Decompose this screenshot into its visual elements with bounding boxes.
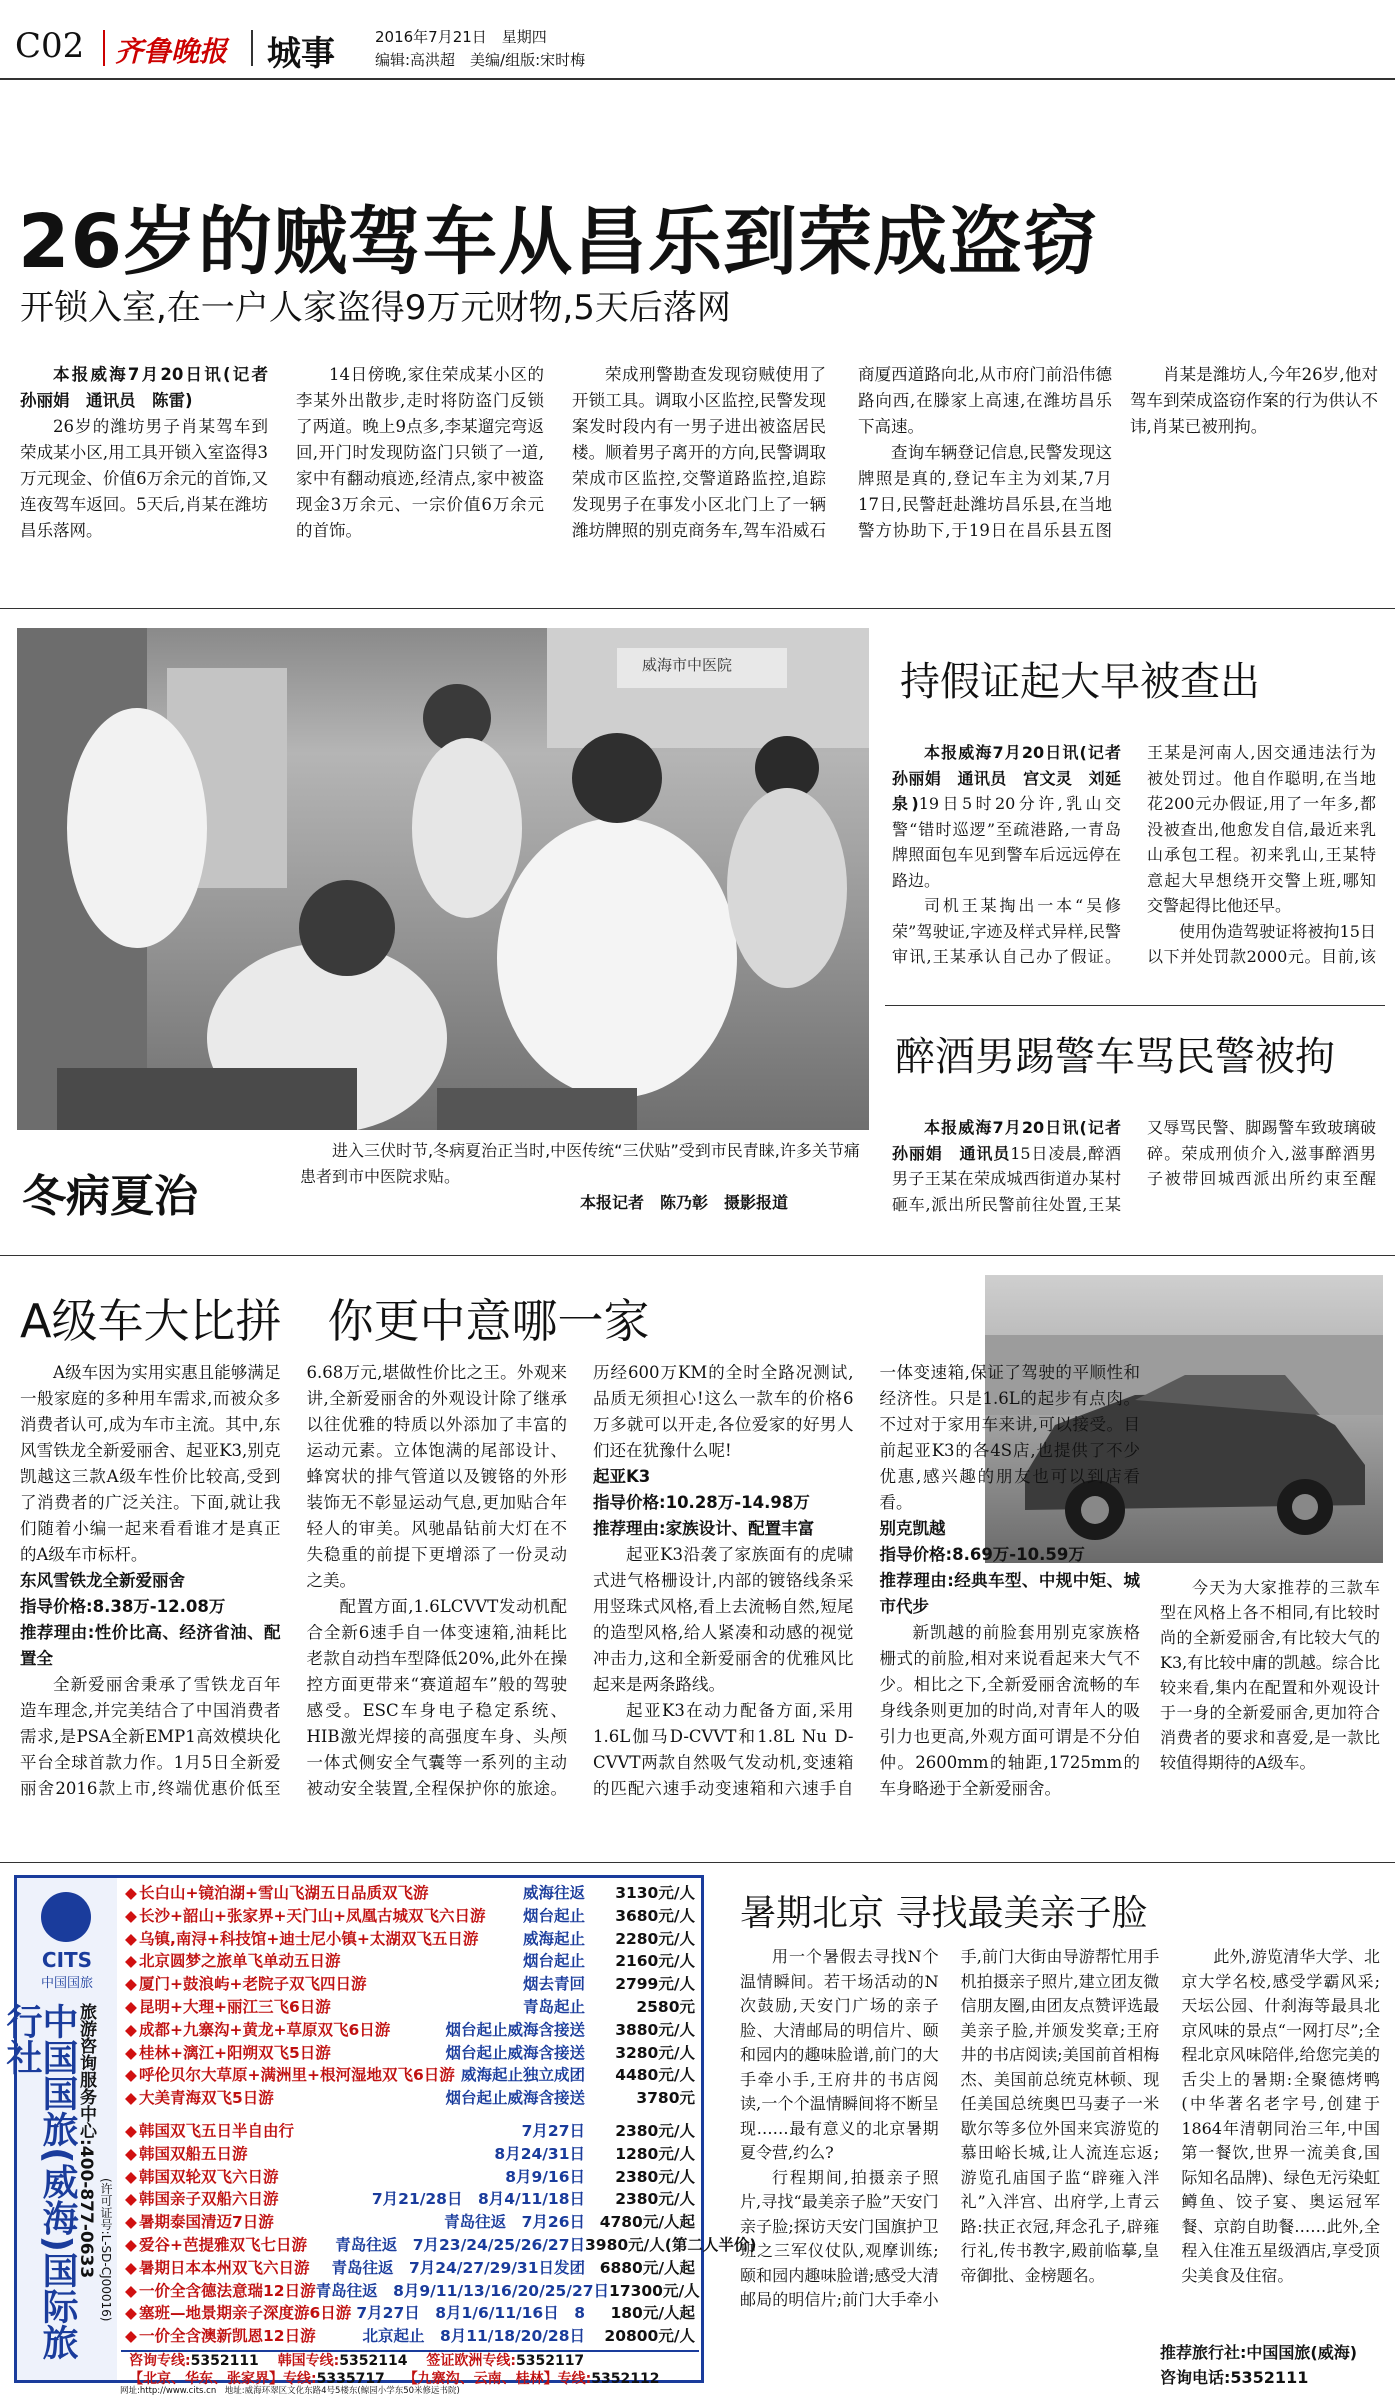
tour-price: 2380元/人 <box>615 2190 695 2209</box>
article-column <box>20 362 268 562</box>
dateline: 本报威海7月20日讯(记者 孙丽娟 通讯员 <box>892 1118 1138 1163</box>
tour-list-domestic <box>125 1882 695 2110</box>
tour-departure: 烟台起止威海含接送 <box>445 2043 585 2062</box>
ad-logo-cn: 中国国旅 <box>40 1976 93 1991</box>
tour-departure: 青岛往返 7月26日 <box>444 2213 585 2232</box>
tour-name: 一价全含澳新凯恩12日游 <box>139 2327 316 2346</box>
reason-line: 推荐理由:家族设计、配置丰富 <box>593 1519 815 1538</box>
tour-name: 长白山+镜泊湖+雪山飞湖五日品质双飞游 <box>139 1884 429 1902</box>
phone-number: 5352117 <box>515 2353 585 2369</box>
photo-credit: 本报记者 陈乃彰 摄影报道 <box>580 1193 789 1212</box>
tour-departure: 烟台起止威海含接送 <box>445 2089 585 2108</box>
tour-departure: 烟去青回 <box>522 1975 585 1994</box>
clinic-photo <box>17 628 869 1130</box>
tour-price: 2580元 <box>636 1997 695 2016</box>
paragraph: 26岁的潍坊男子肖某驾车到荣成某小区,用工具开锁入室盗得3万元现金、价值6万余元的首饰,又连夜驾车返回。5天后,肖某在潍坊昌乐落网。 <box>20 417 268 540</box>
tour-departure: 烟台起止威海含接送 <box>445 2020 585 2039</box>
price-line: 指导价格:8.69万-10.59万 <box>879 1545 1085 1564</box>
tour-name: 成都+九寨沟+黄龙+草原双飞6日游 <box>139 2020 391 2039</box>
issue-date: 2016年7月21日 星期四 <box>375 28 547 46</box>
tour-departure: 青岛往返 8月9/11/13/16/20/25/27日 <box>315 2281 610 2300</box>
travel-ad <box>1 1875 757 2387</box>
tour-departure: 北京起止 8月11/18/20/28日 <box>362 2327 585 2346</box>
tour-row <box>125 2325 695 2348</box>
bullet-icon: ◆ <box>125 1952 137 1971</box>
reason-line: 推荐理由:性价比高、经济省油、配置全 <box>20 1623 281 1668</box>
tour-departure: 青岛往返 7月23/24/25/26/27日 <box>335 2235 585 2254</box>
editor-credits: 编辑:高洪超 美编/组版:宋时梅 <box>375 51 586 69</box>
bullet-icon: ◆ <box>125 1929 137 1948</box>
tour-departure: 威海往返 <box>522 1884 585 1902</box>
paragraph: 荣成刑警勘查发现窃贼使用了开锁工具。调取小区监控,民警发现案发时段内有一男子进出被盗居民楼。顺着男子离开的方向,民警调取荣成市区监控,交警道路监控,追踪发现男子在事发小区北门上了一辆潍坊牌照的别克商务车,驾车沿威石商厦西道路向北,从市府门前沿伟德路向西,在滕家上高速,在潍坊昌乐下高速。 <box>572 365 1112 540</box>
hospital-sign: 威海市中医院 <box>642 656 733 674</box>
phone-number: 5335717 <box>316 2371 385 2387</box>
bullet-icon: ◆ <box>125 2043 137 2062</box>
tour-name: 韩国亲子双船六日游 <box>139 2190 279 2209</box>
clinic-scene <box>17 628 869 1130</box>
tour-departure: 8月24/31日 <box>494 2144 585 2163</box>
paragraph: 查询车辆登记信息,民警发现这牌照是真的,登记车主为刘某,7月17日,民警赶赴潍坊昌乐县,在当地警方协助下,于19日在昌乐县五图 <box>858 443 1112 540</box>
ad-address: 网址:http://www.cits.cn 地址:威海环翠区文化东路4号5楼东(鲸园小学东50米修远书院) <box>120 2386 460 2395</box>
tour-name: 塞班—地景期亲子深度游6日游 <box>139 2304 352 2323</box>
recommended-agency: 推荐旅行社:中国国旅(威海) <box>1160 2343 1358 2362</box>
tour-row <box>125 2166 695 2189</box>
tour-departure: 烟台起止 <box>522 1952 585 1971</box>
header-rule <box>0 78 1395 80</box>
cits-logo-icon <box>41 1892 91 1942</box>
tour-name: 昆明+大理+丽江三飞6日游 <box>139 1997 331 2016</box>
tour-departure: 7月21/28日 8月4/11/18日 <box>371 2190 585 2209</box>
tour-price: 20800元/人 <box>604 2327 695 2346</box>
article-column <box>296 362 544 562</box>
tour-row <box>125 1928 695 1951</box>
tour-row <box>125 1950 695 1973</box>
contact-label: 签证欧洲专线: <box>426 2353 516 2369</box>
article-column <box>1160 1575 1380 1815</box>
paragraph: 肖某是潍坊人,今年26岁,他对驾车到荣成盗窃作案的行为供认不讳,肖某已被刑拘。 <box>1130 365 1378 436</box>
consult-phone: 咨询电话:5352111 <box>1160 2368 1309 2387</box>
reason-line: 推荐理由:经典车型、中规中矩、城市代步 <box>879 1571 1140 1616</box>
tour-name: 韩国双船五日游 <box>139 2144 248 2163</box>
bullet-icon: ◆ <box>125 2167 137 2186</box>
tour-row <box>125 1905 695 1928</box>
page-header <box>15 22 1385 74</box>
tour-name: 乌镇,南浔+科技馆+迪士尼小镇+太湖双飞五日游 <box>139 1929 479 1948</box>
price-line: 指导价格:10.28万-14.98万 <box>593 1493 810 1512</box>
paragraph: 新凯越的前脸套用别克家族格栅式的前脸,相对来说看起来大气不少。相比之下,全新爱丽舍流畅的车身线条则更加的时尚,对青年人的吸引力也更高,外观方面可谓是不分伯仲。2600mm的轴距,1725mm的车身略逊于全新爱丽舍。 <box>879 1623 1140 1798</box>
paragraph: 19日5时20分许,乳山交警“错时巡逻”至疏港路,一青岛牌照面包车见到警车后远远停在路边。 <box>892 794 1121 890</box>
dateline: 本报威海7月20日讯(记者 孙丽娟 通讯员 陈雷) <box>20 365 268 410</box>
bullet-icon: ◆ <box>125 1906 137 1925</box>
tour-row <box>125 2019 695 2042</box>
tour-price: 3280元/人 <box>615 2043 695 2062</box>
bullet-icon: ◆ <box>125 2235 137 2254</box>
tour-row <box>125 2302 695 2325</box>
tour-price: 2799元/人 <box>615 1975 695 1994</box>
bullet-icon: ◆ <box>125 2190 137 2209</box>
paragraph: 配置方面,1.6LCVVT发动机配合全新6速手自一体变速箱,油耗比老款自动挡车型降低20%,此外在操控方面更带来“赛道超车”般的驾驶感受。ESC车身电子稳定系统、HIB激光焊接的高强度车身、头颅一体式侧安全气囊等一系列的主动被动安全装置,全程保护你的旅途。历经600万KM的全时全路况测试,品质无须担心!这么一款车的价格6万多就可以开走,各位爱家的好男人们还在犹豫什么呢! <box>306 1363 854 1798</box>
paragraph: 司机王某掏出一本“吴修荣”驾驶证,字迹及样式异样,民警审讯,王某承认自己办了假证。王某是河南人,因交通违法行为被处罚过。他自作聪明,在当地花200元办假证,用了一年多,都没被查出,他愈发自信,最近来乳山承包工程。初来乳山,王某特意起大早想绕开交警上班,哪知交警起得比他还早。 <box>892 743 1376 966</box>
tour-departure: 青岛往返 7月24/27/29/31日发团 <box>331 2258 585 2277</box>
subheadline: 开锁入室,在一户人家盗得9万元财物,5天后落网 <box>20 288 731 328</box>
bullet-icon: ◆ <box>125 2304 137 2323</box>
article-title: 醉酒男踢警车骂民警被拘 <box>895 1034 1335 1080</box>
agency-name: 中国国旅(威海)国际旅行社 <box>1 2003 78 2360</box>
tour-departure: 青岛起止 <box>522 1997 585 2016</box>
tour-departure: 8月9/16日 <box>505 2167 585 2186</box>
price-line: 指导价格:8.38万-12.08万 <box>20 1597 226 1616</box>
paragraph: 全新爱丽舍秉承了雪铁龙百年造车理念,并完美结合了中国消费者需求,是PSA全新EMP1高效模块化平台全球首款力作。1月5日全新爱丽舍2016款上市,终端优惠价低至6.68万元,堪做性价比之王。外观来讲,全新爱丽舍的外观设计除了继承以往优雅的特质以外添加了丰富的运动元素。立体饱满的尾部设计、蜂窝状的排气管道以及镀铬的外形装饰无不彰显运动气息,更加贴合年轻人的审美。风驰晶钻前大灯在不失稳重的前提下更增添了一份灵动之美。 <box>20 1363 567 1798</box>
contact-label: 【九寨沟、云南、桂林】专线: <box>403 2371 592 2387</box>
tour-price: 2160元/人 <box>615 1952 695 1971</box>
page-number: C02 <box>15 26 85 66</box>
bullet-icon: ◆ <box>125 2066 137 2085</box>
tour-departure: 烟台起止 <box>522 1906 585 1925</box>
paragraph: 今天为大家推荐的三款车型在风格上各不相同,有比较时尚的全新爱丽舍,有比较大气的K3,有比较中庸的凯越。综合比较来看,集内在配置和外观设计于一身的全新爱丽舍,更加符合消费者的要求和喜爱,是一款比较值得期待的A级车。 <box>1160 1578 1380 1772</box>
divider <box>0 608 1395 609</box>
bullet-icon: ◆ <box>125 2020 137 2039</box>
photo-title: 冬病夏治 <box>22 1171 198 1222</box>
tour-name: 韩国双飞五日半自由行 <box>139 2122 295 2140</box>
contact-label: 【北京、华东、张家界】专线: <box>129 2371 317 2387</box>
article-column <box>572 362 1112 562</box>
article-column <box>740 1945 1380 2340</box>
article-column <box>892 1115 1376 1235</box>
tour-name: 一价全含德法意瑞12日游 <box>139 2281 316 2300</box>
tour-price: 180元/人起 <box>610 2304 695 2323</box>
tour-departure: 7月27日 <box>521 2122 585 2140</box>
paragraph: 行程期间,拍摄亲子照片,寻找“最美亲子脸”天安门亲子脸;探访天安门国旗护卫班之三军仪仗队,观摩训练;颐和园内趣味脸谱;感受大清邮局的明信片;前门大手牵小手,前门大街由导游帮忙用手机拍摄亲子照片,建立团友微信朋友圈,由团友点赞评选最美亲子脸,并颁发奖章;王府井的书店阅读;美国前首相梅杰、美国前总统克林顿、现任美国总统奥巴马妻子一米歇尔等多位外国来宾游览的慕田峪长城,让人流连忘返;游览孔庙国子监“辟雍入泮礼”入泮宫、出府学,上青云路:扶正衣冠,拜念孔子,辟雍行礼,传书教字,殿前临摹,皇帝御批、金榜题名。 <box>740 1947 1160 2309</box>
tour-departure: 7月27日 8月1/6/11/16日 8 <box>356 2304 585 2323</box>
tour-price: 3980元/人(第二人半价) <box>585 2235 757 2254</box>
tour-row <box>125 1973 695 1996</box>
paragraph: 使用伪造驾驶证将被拘15日以下并处罚款2000元。目前,该 <box>1147 921 1376 966</box>
tour-row <box>125 2143 695 2166</box>
tour-price: 3130元/人 <box>615 1884 695 1902</box>
tour-price: 4480元/人 <box>615 2066 695 2085</box>
newspaper-logo: 齐鲁晚报 <box>115 35 228 68</box>
phone-number: 5352114 <box>339 2353 408 2369</box>
photo-caption: 进入三伏时节,冬病夏治正当时,中医传统“三伏贴”受到市民青睐,许多关节痛患者到市中医院求贴。 <box>300 1141 860 1186</box>
divider <box>885 1005 1385 1006</box>
article-column <box>1130 362 1378 562</box>
tour-row <box>125 2211 695 2234</box>
tour-price: 17300元/人 <box>609 2281 700 2300</box>
paragraph: 起亚K3在动力配备方面,采用1.6L伽马D-CVVT和1.8L Nu D-CVVT两款自然吸气发动机,变速箱的匹配六速手动变速箱和六速手自一体变速箱,保证了驾驶的平顺性和经济性。只是1.6L的起步有点肉。不过对于家用车来讲,可以接受。目前起亚K3的各4S店,也提供了不少优惠,感兴趣的朋友也可以到店看看。 <box>593 1363 1140 1798</box>
service-line: 旅游咨询服务中心:400-877-0633 <box>76 2003 96 2279</box>
article-column <box>20 1360 1140 1820</box>
phone-number: 5352112 <box>591 2371 660 2387</box>
bullet-icon: ◆ <box>125 2327 137 2346</box>
tour-price: 4780元/人起 <box>599 2213 695 2232</box>
divider <box>0 1255 1395 1256</box>
tour-price: 3880元/人 <box>615 2020 695 2039</box>
tour-name: 韩国双轮双飞六日游 <box>139 2167 279 2186</box>
header-divider <box>103 30 105 66</box>
bullet-icon: ◆ <box>125 2258 137 2277</box>
tour-name: 长沙+韶山+张家界+天门山+凤凰古城双飞六日游 <box>139 1906 486 1925</box>
tour-row <box>125 2042 695 2065</box>
tour-row <box>125 2188 695 2211</box>
tour-price: 2280元/人 <box>615 1929 695 1948</box>
section-name: 城事 <box>267 34 335 74</box>
bullet-icon: ◆ <box>125 2122 137 2140</box>
contact-row <box>129 2350 584 2370</box>
article-title: A级车大比拼 你更中意哪一家 <box>20 1294 650 1348</box>
tour-name: 呼伦贝尔大草原+满洲里+根河湿地双飞6日游 <box>139 2066 455 2085</box>
tour-name: 爱谷+芭提雅双飞七日游 <box>139 2235 307 2254</box>
bullet-icon: ◆ <box>125 2213 137 2232</box>
tour-row <box>125 2064 695 2087</box>
bullet-icon: ◆ <box>125 2089 137 2108</box>
article-column <box>892 740 1376 990</box>
contact-label: 韩国专线: <box>277 2353 340 2369</box>
article-title: 暑期北京 寻找最美亲子脸 <box>740 1893 1148 1934</box>
tour-price: 2380元/人 <box>615 2167 695 2186</box>
tour-row <box>125 1996 695 2019</box>
subheading: 东风雪铁龙全新爱丽舍 <box>20 1571 185 1590</box>
paragraph: 14日傍晚,家住荣成某小区的李某外出散步,走时将防盗门反锁了两道。晚上9点多,李某遛完弯返回,开门时发现防盗门只锁了一道,家中有翻动痕迹,经清点,家中被盗现金3万余元、一宗价值6万余元的首饰。 <box>296 365 544 540</box>
subheading: 起亚K3 <box>593 1467 651 1486</box>
tour-departure: 威海起止 <box>522 1929 585 1948</box>
paragraph: 起亚K3沿袭了家族面有的虎啸式进气格栅设计,内部的镀铬线条采用竖珠式风格,看上去流畅自然,短尾的造型风格,给人紧凑和动感的视觉冲击力,这和全新爱丽舍的优雅风比起来是两条路线。 <box>593 1545 854 1694</box>
bullet-icon: ◆ <box>125 2144 137 2163</box>
tour-row <box>125 2087 695 2110</box>
tour-price: 2380元/人 <box>615 2122 695 2140</box>
headline: 26岁的贼驾车从昌乐到荣成盗窃 <box>18 199 1098 285</box>
paragraph: 用一个暑假去寻找N个温情瞬间。若干场活动的N次鼓励,天安门广场的亲子脸、大清邮局的明信片、颐和园内的趣味脸谱,前门的大手牵小手,王府井的书店阅读,一个个温情瞬间将不断呈现……最有意义的北京暑期夏令营,约么? <box>740 1947 939 2162</box>
tour-name: 桂林+漓江+阳朔双飞5日游 <box>139 2043 331 2062</box>
tour-name: 厦门+鼓浪屿+老院子双飞四日游 <box>139 1975 367 1994</box>
tour-row <box>125 2120 695 2143</box>
tour-price: 1280元/人 <box>615 2144 695 2163</box>
ad-sidebar <box>1 1878 117 2380</box>
divider <box>0 1862 1395 1863</box>
bullet-icon: ◆ <box>125 2281 137 2300</box>
tour-price: 6880元/人起 <box>599 2258 695 2277</box>
article-title: 持假证起大早被查出 <box>900 659 1260 705</box>
tour-name: 暑期泰国清迈7日游 <box>139 2213 274 2232</box>
tour-row <box>125 2234 757 2257</box>
bullet-icon: ◆ <box>125 1997 137 2016</box>
ad-logo: CITS <box>41 1948 93 1972</box>
tour-row <box>125 1882 695 1905</box>
phone-number: 5352111 <box>190 2353 259 2369</box>
dateline: 本报威海7月20日讯(记者 孙丽娟 通讯员 宫文灵 刘延泉) <box>892 743 1138 813</box>
subheading: 别克凯越 <box>879 1519 946 1538</box>
tour-list-overseas <box>125 2120 757 2348</box>
paragraph: A级车因为实用实惠且能够满足一般家庭的多种用车需求,而被众多消费者认可,成为车市主流。其中,东风雪铁龙全新爱丽舍、起亚K3,别克凯越这三款A级车性价比较高,受到了消费者的广泛关注。下面,就让我们随着小编一起来看看谁才是真正的A级车市标杆。 <box>20 1363 281 1564</box>
tour-price: 3780元 <box>636 2089 695 2108</box>
bullet-icon: ◆ <box>125 1884 137 1902</box>
contact-label: 咨询专线: <box>129 2353 191 2369</box>
paragraph: 15日凌晨,醉酒男子王某在荣成城西街道办某村砸车,派出所民警前往处置,王某又辱骂民警、脚踢警车致玻璃破碎。荣成刑侦介入,滋事醉酒男子被带回城西派出所约束至醒 <box>892 1118 1376 1214</box>
tour-departure: 威海起止独立成团 <box>460 2066 585 2085</box>
license-number: (许可证号:L-SD-CJ00016) <box>99 2178 113 2322</box>
header-divider <box>251 30 253 66</box>
tour-name: 北京圆梦之旅单飞单动五日游 <box>139 1952 341 1971</box>
tour-name: 暑期日本本州双飞六日游 <box>139 2258 310 2277</box>
paragraph: 此外,游览清华大学、北京大学名校,感受学霸风采;天坛公园、什刹海等最具北京风味的景点“一网打尽”;全程北京风味陪伴,给您完美的舌尖上的暑期:全聚德烤鸭(中华著名老字号,创建于1864年清朝同治三年,中国第一餐饮,世界一流美食,国际知名品牌)、绿色无污染虹鳟鱼、饺子宴、奥运冠军餐、京韵自助餐……此外,全程入住准五星级酒店,享受顶尖美食及住宿。 <box>1181 1947 1380 2285</box>
bullet-icon: ◆ <box>125 1975 137 1994</box>
tour-price: 3680元/人 <box>615 1906 695 1925</box>
tour-name: 大美青海双飞5日游 <box>139 2089 274 2108</box>
tour-row <box>125 2280 700 2303</box>
tour-row <box>125 2257 695 2280</box>
